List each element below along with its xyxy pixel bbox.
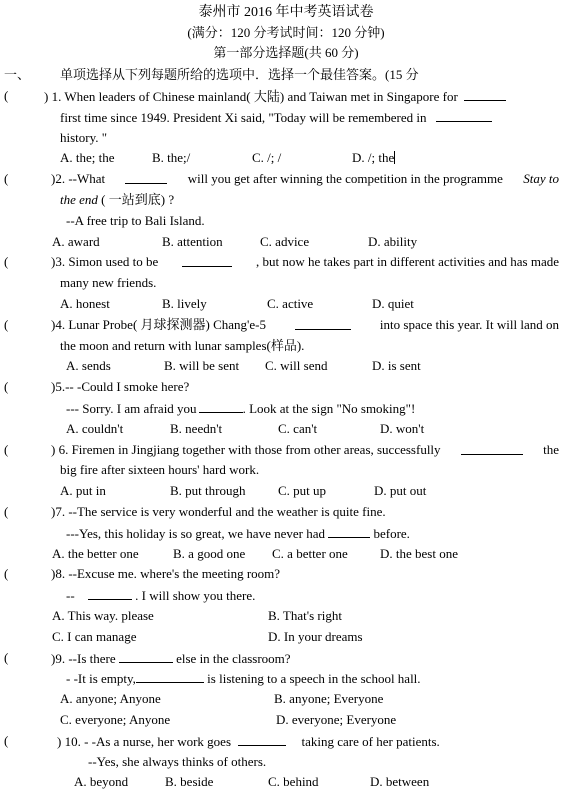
answer-paren: ( <box>4 442 9 457</box>
question-line: ) 10. - -As a nurse, her work goes <box>57 734 232 749</box>
answer-paren: ( <box>4 254 9 269</box>
programme-name: Stay to <box>523 171 559 186</box>
option-d: D. quiet <box>372 296 414 311</box>
option-c: C. everyone; Anyone <box>60 712 171 727</box>
option-d: D. put out <box>374 483 427 498</box>
question-line: ( 一站到底) ? <box>101 192 175 207</box>
question-line: . I will show you there. <box>135 588 256 603</box>
option-a: A. award <box>52 234 100 249</box>
option-b: B. anyone; Everyone <box>274 691 384 706</box>
answer-paren: ( <box>4 317 9 332</box>
option-a: A. honest <box>60 296 110 311</box>
question-line: - -It is empty, <box>66 671 136 686</box>
question-text <box>60 109 492 126</box>
answer-blank <box>119 650 173 663</box>
question-line: )4. Lunar Probe( 月球探测器) Chang'e-5 <box>51 317 266 332</box>
question-text <box>57 733 440 750</box>
option-d: D. everyone; Everyone <box>276 712 397 727</box>
section-number: 一、 <box>4 67 31 82</box>
answer-paren: ( <box>4 566 9 581</box>
option-a: A. put in <box>60 483 106 498</box>
answer-blank <box>125 171 167 184</box>
option-c: C. a better one <box>272 546 348 561</box>
option-d: D. is sent <box>372 358 421 373</box>
question-line: ) 1. When leaders of Chinese mainland( 大陆) and Taiwan met in Singapore for <box>44 89 458 104</box>
question-text: )7. --The service is very wonderful and the weather is quite fine. <box>51 504 386 519</box>
option-b: B. attention <box>162 234 223 249</box>
exam-title: 泰州市 2016 年中考英语试卷 <box>198 5 374 20</box>
question-text: --Yes, she always thinks of others. <box>88 754 267 769</box>
option-d: D. won't <box>380 421 425 436</box>
question-line: else in the classroom? <box>176 651 291 666</box>
answer-blank <box>182 254 232 267</box>
question-text <box>66 525 410 542</box>
question-text <box>51 442 559 458</box>
option-a: A. the better one <box>52 546 139 561</box>
question-text <box>44 88 506 105</box>
question-line: first time since 1949. President Xi said, "Today will be remembered in <box>60 110 427 125</box>
answer-paren: ( <box>4 171 9 186</box>
answer-blank <box>238 733 286 746</box>
answer-paren: ( <box>4 379 9 394</box>
question-text: history. " <box>60 130 108 145</box>
answer-blank <box>464 88 506 101</box>
exam-subtitle: (满分：120 分考试时间：120 分钟) <box>187 25 385 40</box>
option-b: B. That's right <box>268 608 342 623</box>
question-line: , but now he takes part in different activities and has made <box>256 254 559 269</box>
option-c: C. advice <box>260 234 310 249</box>
option-c: C. behind <box>268 774 319 789</box>
answer-blank <box>88 587 132 600</box>
question-text: big fire after sixteen hours' hard work. <box>60 462 260 477</box>
option-b: B. will be sent <box>164 358 240 373</box>
answer-blank <box>199 400 243 413</box>
option-d: D. In your dreams <box>268 629 363 644</box>
answer-blank <box>295 317 351 330</box>
question-text <box>66 587 255 604</box>
option-a: A. the; the <box>60 150 115 165</box>
option-d <box>352 150 395 166</box>
question-text: --A free trip to Bali Island. <box>66 213 205 228</box>
option-c: C. /; / <box>252 150 282 165</box>
answer-blank <box>136 670 204 683</box>
question-line: will you get after winning the competition in the programme <box>187 171 503 186</box>
question-line: into space this year. It will land on <box>379 317 559 332</box>
option-d: D. between <box>370 774 430 789</box>
option-b: B. the;/ <box>152 150 191 165</box>
question-line: )3. Simon used to be <box>51 254 159 269</box>
option-c: C. will send <box>265 358 328 373</box>
question-line: before. <box>373 526 410 541</box>
section-instruction: 单项选择从下列每题所给的选项中．选择一个最佳答案。(15 分 <box>60 67 419 82</box>
answer-paren: ( <box>4 733 9 748</box>
question-line: )9. --Is there <box>51 651 116 666</box>
question-line: --- Sorry. I am afraid you <box>66 401 197 416</box>
question-text <box>51 650 291 667</box>
question-text: )5.-- -Could I smoke here? <box>51 379 190 394</box>
question-line: the <box>543 442 559 457</box>
answer-paren: ( <box>4 650 9 665</box>
question-line: ) 6. Firemen in Jingjiang together with those from other areas, successfully <box>51 442 441 457</box>
answer-blank <box>328 525 370 538</box>
option-a: A. This way. please <box>52 608 154 623</box>
text-cursor <box>394 151 395 164</box>
option-a: A. beyond <box>74 774 129 789</box>
option-d-text: D. /; the <box>352 150 395 165</box>
option-c: C. put up <box>278 483 327 498</box>
question-text: the moon and return with lunar samples(样品). <box>60 338 305 353</box>
answer-paren: ( <box>4 88 9 103</box>
option-c: C. I can manage <box>52 629 137 644</box>
question-line: taking care of her patients. <box>301 734 440 749</box>
option-c: C. can't <box>278 421 318 436</box>
option-c: C. active <box>267 296 314 311</box>
question-line: is listening to a speech in the school hall. <box>207 671 421 686</box>
part-heading: 第一部分选择题(共 60 分) <box>213 45 359 60</box>
option-d: D. the best one <box>380 546 458 561</box>
option-a: A. sends <box>66 358 111 373</box>
question-text <box>51 254 559 270</box>
answer-blank <box>436 109 492 122</box>
question-text <box>66 670 421 687</box>
question-text <box>66 400 415 417</box>
option-b: B. lively <box>162 296 207 311</box>
option-b: B. put through <box>170 483 246 498</box>
programme-name: the end <box>60 192 98 207</box>
answer-blank <box>461 442 523 455</box>
option-b: B. beside <box>165 774 214 789</box>
question-text <box>51 317 559 333</box>
option-a: A. couldn't <box>66 421 124 436</box>
answer-paren: ( <box>4 504 9 519</box>
question-text: )8. --Excuse me. where's the meeting room? <box>51 566 281 581</box>
question-text <box>51 171 559 187</box>
option-d: D. ability <box>368 234 418 249</box>
question-line: )2. --What <box>51 171 106 186</box>
question-text: many new friends. <box>60 275 157 290</box>
option-b: B. a good one <box>173 546 246 561</box>
option-b: B. needn't <box>170 421 223 436</box>
question-text <box>60 192 174 208</box>
question-line: ---Yes, this holiday is so great, we have never had <box>66 526 325 541</box>
question-line: . Look at the sign "No smoking"! <box>242 401 416 416</box>
option-a: A. anyone; Anyone <box>60 691 161 706</box>
question-line: -- <box>66 588 75 603</box>
